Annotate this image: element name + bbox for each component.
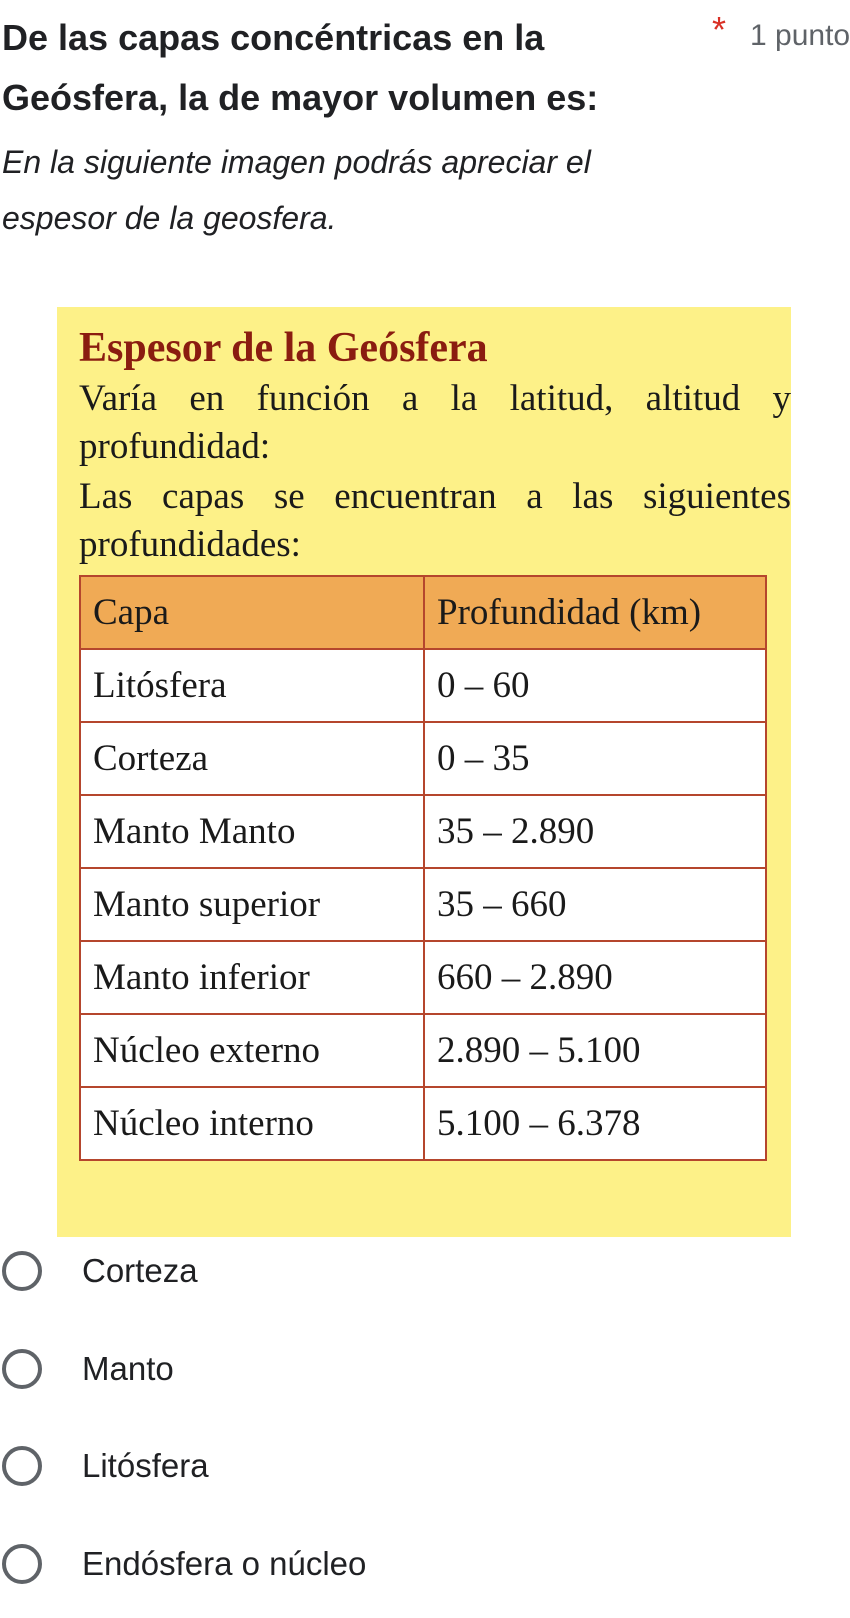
table-cell: Manto inferior: [80, 941, 424, 1014]
table-cell: Litósfera: [80, 649, 424, 722]
option-manto[interactable]: [0, 1343, 700, 1403]
points-label: 1 punto: [750, 19, 850, 52]
table-cell: 660 – 2.890: [424, 941, 766, 1014]
figure-paragraph-1: Varía en función a la latitud, altitud y profundidad:: [79, 378, 791, 467]
option-litosfera[interactable]: [0, 1440, 700, 1500]
radio-button[interactable]: [2, 1251, 42, 1291]
radio-button[interactable]: [2, 1544, 42, 1584]
table-cell: 2.890 – 5.100: [424, 1014, 766, 1087]
question-title: De las capas concéntricas en la Geósfera, la de mayor volumen es:: [2, 17, 599, 118]
option-label[interactable]: Corteza: [82, 1252, 198, 1289]
radio-button[interactable]: [2, 1446, 42, 1486]
table-row: [80, 1014, 766, 1087]
table-row: [80, 649, 766, 722]
figure-paragraph-2: Las capas se encuentran a las siguientes profundidades:: [79, 476, 791, 565]
radio-button[interactable]: [2, 1349, 42, 1389]
depth-table: [79, 575, 767, 1161]
table-cell: 0 – 35: [424, 722, 766, 795]
option-label[interactable]: Endósfera o núcleo: [82, 1545, 367, 1582]
table-cell: Núcleo externo: [80, 1014, 424, 1087]
table-header-cell: Capa: [80, 576, 424, 649]
geosphere-image: [57, 307, 791, 1237]
option-label[interactable]: Manto: [82, 1350, 174, 1387]
table-row: [80, 868, 766, 941]
required-marker: *: [712, 9, 727, 50]
option-endosfera[interactable]: [0, 1538, 700, 1598]
table-row: [80, 1087, 766, 1160]
table-header-cell: Profundidad (km): [424, 576, 766, 649]
table-row: [80, 941, 766, 1014]
table-cell: Manto superior: [80, 868, 424, 941]
table-cell: Corteza: [80, 722, 424, 795]
table-header-row: [80, 576, 766, 649]
option-label[interactable]: Litósfera: [82, 1447, 209, 1484]
table-cell: 5.100 – 6.378: [424, 1087, 766, 1160]
table-cell: Manto Manto: [80, 795, 424, 868]
table-cell: 35 – 2.890: [424, 795, 766, 868]
table-cell: 35 – 660: [424, 868, 766, 941]
table-row: [80, 722, 766, 795]
option-corteza[interactable]: [0, 1245, 700, 1305]
table-cell: Núcleo interno: [80, 1087, 424, 1160]
figure-title: Espesor de la Geósfera: [79, 325, 488, 371]
table-row: [80, 795, 766, 868]
table-cell: 0 – 60: [424, 649, 766, 722]
question-description: En la siguiente imagen podrás apreciar el espesor de la geosfera.: [2, 144, 591, 236]
